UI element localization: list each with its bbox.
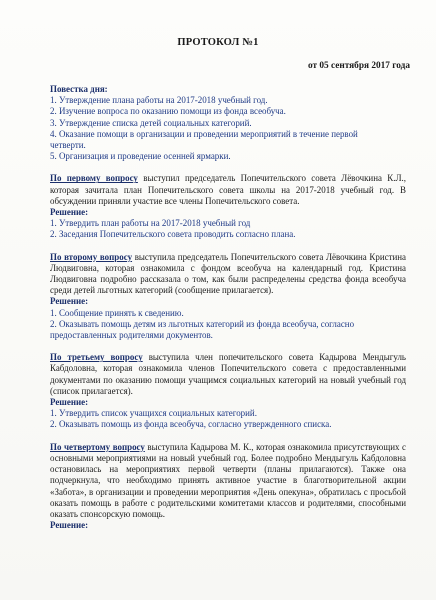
agenda-item: четверти. bbox=[50, 140, 86, 151]
agenda-item: 2. Изучение вопроса по оказанию помощи из фонда всеобуча. bbox=[50, 106, 286, 117]
decision-heading: Решение: bbox=[50, 207, 89, 218]
question-3-text: выступила член попечительского совета Кадырова Мендыгуль Кабдоловна, которая ознакомила членов Попечительского совета с предоставленными документами по оказанию помощи учащимся социальных категорий на новый учебный год (список прилагается). bbox=[50, 352, 406, 396]
spacer bbox=[50, 341, 406, 352]
document-body bbox=[50, 84, 406, 531]
spacer bbox=[50, 241, 406, 252]
question-3-paragraph bbox=[50, 352, 406, 397]
agenda-item: 1. Утверждение плана работы на 2017-2018 учебный год. bbox=[50, 95, 268, 106]
decision-heading: Решение: bbox=[50, 520, 89, 531]
question-2-paragraph bbox=[50, 252, 406, 297]
decision-item: 2. Оказывать помощь детям из льготных категорий из фонда всеобуча, согласно предоставленных родителями документов. bbox=[50, 318, 355, 341]
question-4-paragraph bbox=[50, 442, 406, 520]
question-4-label: По четвертому вопросу bbox=[50, 441, 145, 452]
question-2-text: выступила председатель Попечительского совета Лёвочкина Кристина Людвиговна, которая ознакомила с фондом всеобуча на календарный год. Кристина Людвиговна подробно рассказала о том, как были распределены средства фонда всеобуча среди детей льготных категорий (сообщение прилагается). bbox=[50, 251, 407, 296]
question-1-text: выступил председатель Попечительского совета Лёвочкина К.Л., которая зачитала план Попечительского совета школы на 2017-2018 учебный год. В обсуждении приняли участие все члены Попечительского совета. bbox=[50, 173, 406, 206]
spacer bbox=[50, 431, 406, 442]
document-title: ПРОТОКОЛ №1 bbox=[177, 37, 259, 48]
decision-heading: Решение: bbox=[50, 296, 89, 307]
question-1-label: По первому вопросу bbox=[50, 173, 138, 184]
spacer bbox=[50, 162, 406, 173]
agenda-item: 4. Оказание помощи в организации и проведении мероприятий в течение первой bbox=[50, 128, 358, 139]
question-1-paragraph bbox=[50, 173, 406, 207]
decision-item: 2. Оказывать помощь из фонда всеобуча, согласно утвержденного списка. bbox=[50, 419, 332, 430]
decision-item: 1. Сообщение принять к сведению. bbox=[50, 307, 184, 318]
question-4-text: выступила Кадырова М. К., которая ознакомила присутствующих с основными мероприятиями на новый учебный год. Более подробно Мендыгуль Кабдоловна остановилась на мероприятиях первой четверти (планы прилагаются). Также она подчеркнула, что необходимо принять активное участие в благотворительной акции «Забота», в организации и проведении мероприятия «День опекуна», обратилась с просьбой оказать помощь в работе с родительскими комитетами классов и родителями, способными оказать спонсорскую помощь. bbox=[50, 441, 406, 519]
decision-item: 1. Утвердить план работы на 2017-2018 учебный год bbox=[50, 218, 251, 229]
decision-item: 2. Заседания Попечительского совета проводить согласно плана. bbox=[50, 229, 296, 240]
question-2-label: По второму вопросу bbox=[50, 251, 133, 262]
agenda-item: 5. Организация и проведение осенней ярмарки. bbox=[50, 151, 231, 162]
document-date: от 05 сентября 2017 года bbox=[307, 61, 410, 71]
agenda-item: 3. Утверждение списка детей социальных категорий. bbox=[50, 117, 252, 128]
decision-heading: Решение: bbox=[50, 397, 89, 408]
agenda-heading: Повестка дня: bbox=[50, 84, 108, 94]
decision-item: 1. Утвердить список учащихся социальных категорий. bbox=[50, 408, 257, 419]
question-3-label: По третьему вопросу bbox=[50, 352, 143, 363]
